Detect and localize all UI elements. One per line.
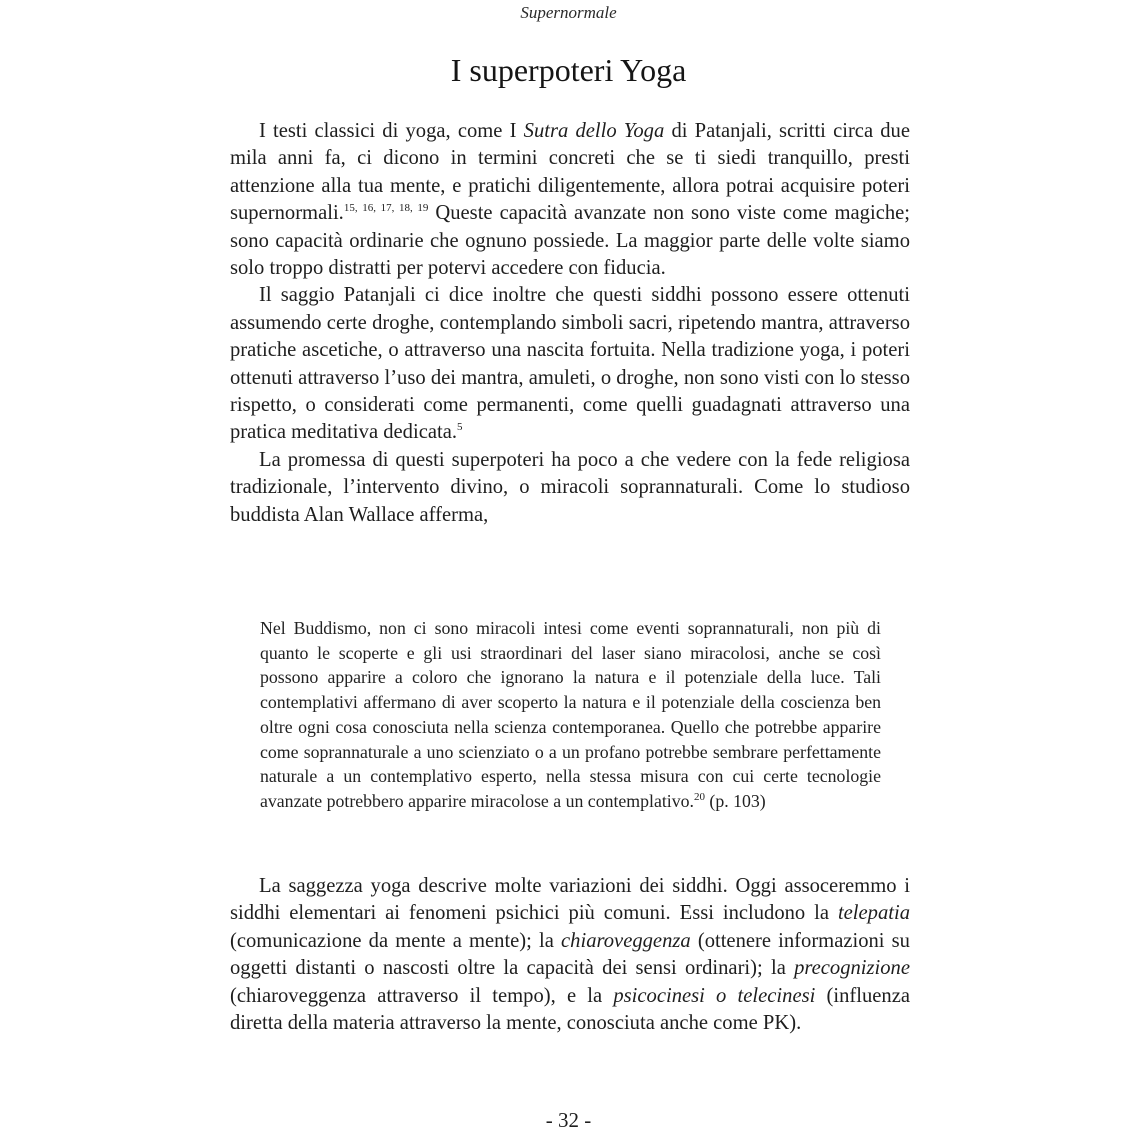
chapter-title: I superpoteri Yoga	[450, 52, 687, 88]
italic-term: precognizione	[794, 957, 910, 980]
footnote-ref: 20	[693, 791, 705, 803]
paragraph-1	[230, 118, 910, 282]
text-span: La promessa di questi superpoteri ha poco a che vedere con la fede religiosa tradizionale, l’intervento divino, o miracoli soprannaturali. Come lo studioso buddista Alan Wallace afferma,	[230, 448, 910, 526]
text-span: di Patanjali, scritti circa due mila anni fa, ci dicono in termini concreti che se ti siedi tranquillo, presti attenzione alla tua mente, e pratichi diligentemente, allora potrai acquisire poteri supernormali.	[230, 120, 910, 225]
running-head: Supernormale	[520, 3, 617, 22]
text-span: I testi classici di yoga, come I	[259, 120, 524, 142]
text-span: (p. 103)	[704, 790, 766, 811]
body-text-top	[230, 118, 910, 529]
text-span: (ottenere informazioni su oggetti distanti o nascosti oltre la capacità dei sensi ordinari); la	[230, 929, 910, 980]
page-number: - 32 -	[545, 1108, 592, 1132]
italic-title: Sutra dello Yoga	[523, 120, 665, 142]
paragraph-4	[230, 873, 910, 1037]
paragraph-2	[230, 282, 910, 446]
italic-term: chiaroveggenza	[561, 929, 691, 952]
text-span: (comunicazione da mente a mente); la	[230, 929, 562, 952]
body-text-bottom	[230, 873, 910, 1037]
text-span: (chiaroveggenza attraverso il tempo), e la	[230, 984, 614, 1007]
footnote-ref: 5	[456, 421, 463, 434]
text-span: La saggezza yoga descrive molte variazioni dei siddhi. Oggi assoceremmo i siddhi elementari ai fenomeni psichici più comuni. Essi includono la	[230, 875, 910, 925]
text-span: Queste capacità avanzate non sono viste come magiche; sono capacità ordinarie che ognuno possiede. La maggior parte delle volte siamo solo troppo distratti per potervi accedere con fiducia.	[230, 202, 910, 280]
text-span: Nel Buddismo, non ci sono miracoli intesi come eventi soprannaturali, non più di quanto le scoperte e gli usi straordinari del laser siano miracolosi, anche se così possono apparire a coloro che ignorano la natura e il potenziale della luce. Tali contemplativi affermano di aver scoperto la natura e il potenziale della coscienza ben oltre ogni cosa conosciuta nella scienza contemporanea. Quello che potrebbe apparire come soprannaturale a uno scienziato o a un profano potrebbe sembrare perfettamente naturale a un contemplativo esperto, nella stessa misura con cui certe tecnologie avanzate potrebbero apparire miracolose a un contemplativo.	[260, 618, 881, 811]
footnote-ref: 15, 16, 17, 18, 19	[343, 202, 429, 215]
italic-term: telepatia	[837, 902, 910, 925]
quote-paragraph	[260, 616, 881, 814]
paragraph-3	[230, 447, 910, 529]
text-span: (influenza diretta della materia attraverso la mente, conosciuta anche come PK).	[230, 984, 910, 1035]
text-span: Il saggio Patanjali ci dice inoltre che questi siddhi possono essere ottenuti assumendo certe droghe, contemplando simboli sacri, ripetendo mantra, attraverso pratiche ascetiche, o attraverso una nascita fortuita. Nella tradizione yoga, i poteri ottenuti attraverso l’uso dei mantra, amuleti, o droghe, non sono visti con lo stesso rispetto, o considerati come permanenti, come quelli guadagnati attraverso una pratica meditativa dedicata.	[230, 284, 910, 444]
block-quote	[260, 616, 881, 814]
italic-term: psicocinesi o telecinesi	[613, 984, 816, 1007]
